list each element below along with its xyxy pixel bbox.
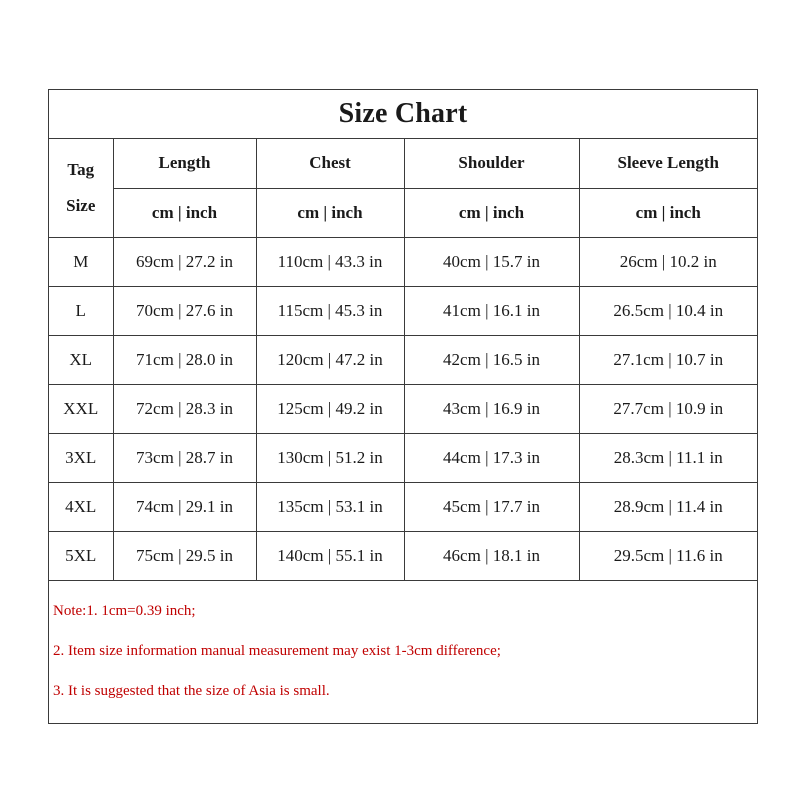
unit-header-chest: cm | inch	[256, 188, 404, 237]
table-row	[49, 335, 757, 384]
size-table	[49, 139, 757, 581]
table-row	[49, 286, 757, 335]
chest-cell: 140cm | 55.1 in	[256, 531, 404, 580]
sleeve-length-cell: 27.7cm | 10.9 in	[579, 384, 757, 433]
size-cell: L	[49, 286, 113, 335]
column-header-chest: Chest	[256, 139, 404, 188]
length-cell: 70cm | 27.6 in	[113, 286, 256, 335]
shoulder-cell: 45cm | 17.7 in	[404, 482, 579, 531]
header-row-units	[49, 188, 757, 237]
size-cell: XL	[49, 335, 113, 384]
notes-section	[49, 581, 757, 711]
note-conversion: Note:1. 1cm=0.39 inch;	[53, 602, 196, 619]
size-chart-frame	[48, 89, 758, 724]
size-cell: 5XL	[49, 531, 113, 580]
chest-cell: 110cm | 43.3 in	[256, 237, 404, 286]
length-cell: 74cm | 29.1 in	[113, 482, 256, 531]
sleeve-length-cell: 27.1cm | 10.7 in	[579, 335, 757, 384]
size-label: Size	[66, 195, 96, 215]
size-cell: 3XL	[49, 433, 113, 482]
length-cell: 69cm | 27.2 in	[113, 237, 256, 286]
shoulder-cell: 43cm | 16.9 in	[404, 384, 579, 433]
length-cell: 75cm | 29.5 in	[113, 531, 256, 580]
shoulder-cell: 44cm | 17.3 in	[404, 433, 579, 482]
chart-title: Size Chart	[49, 90, 757, 139]
column-header-sleeve-length: Sleeve Length	[579, 139, 757, 188]
shoulder-cell: 41cm | 16.1 in	[404, 286, 579, 335]
table-row	[49, 433, 757, 482]
shoulder-cell: 40cm | 15.7 in	[404, 237, 579, 286]
sleeve-length-cell: 26.5cm | 10.4 in	[579, 286, 757, 335]
table-row	[49, 482, 757, 531]
sleeve-length-cell: 29.5cm | 11.6 in	[579, 531, 757, 580]
column-header-shoulder: Shoulder	[404, 139, 579, 188]
length-cell: 73cm | 28.7 in	[113, 433, 256, 482]
chest-cell: 125cm | 49.2 in	[256, 384, 404, 433]
length-cell: 72cm | 28.3 in	[113, 384, 256, 433]
size-cell: 4XL	[49, 482, 113, 531]
chest-cell: 135cm | 53.1 in	[256, 482, 404, 531]
chest-cell: 120cm | 47.2 in	[256, 335, 404, 384]
table-row	[49, 531, 757, 580]
table-row	[49, 384, 757, 433]
sleeve-length-cell: 28.3cm | 11.1 in	[579, 433, 757, 482]
size-cell: M	[49, 237, 113, 286]
size-cell: XXL	[49, 384, 113, 433]
tag-size-header	[49, 139, 113, 237]
column-header-length: Length	[113, 139, 256, 188]
table-row	[49, 237, 757, 286]
unit-header-sleeve-length: cm | inch	[579, 188, 757, 237]
unit-header-length: cm | inch	[113, 188, 256, 237]
shoulder-cell: 46cm | 18.1 in	[404, 531, 579, 580]
header-row-labels	[49, 139, 757, 188]
sleeve-length-cell: 26cm | 10.2 in	[579, 237, 757, 286]
sleeve-length-cell: 28.9cm | 11.4 in	[579, 482, 757, 531]
shoulder-cell: 42cm | 16.5 in	[404, 335, 579, 384]
length-cell: 71cm | 28.0 in	[113, 335, 256, 384]
chest-cell: 115cm | 45.3 in	[256, 286, 404, 335]
note-asia-size: 3. It is suggested that the size of Asia is small.	[53, 682, 330, 699]
unit-header-shoulder: cm | inch	[404, 188, 579, 237]
note-measurement: 2. Item size information manual measurement may exist 1-3cm difference;	[53, 642, 501, 659]
tag-label: Tag	[67, 159, 95, 179]
chest-cell: 130cm | 51.2 in	[256, 433, 404, 482]
